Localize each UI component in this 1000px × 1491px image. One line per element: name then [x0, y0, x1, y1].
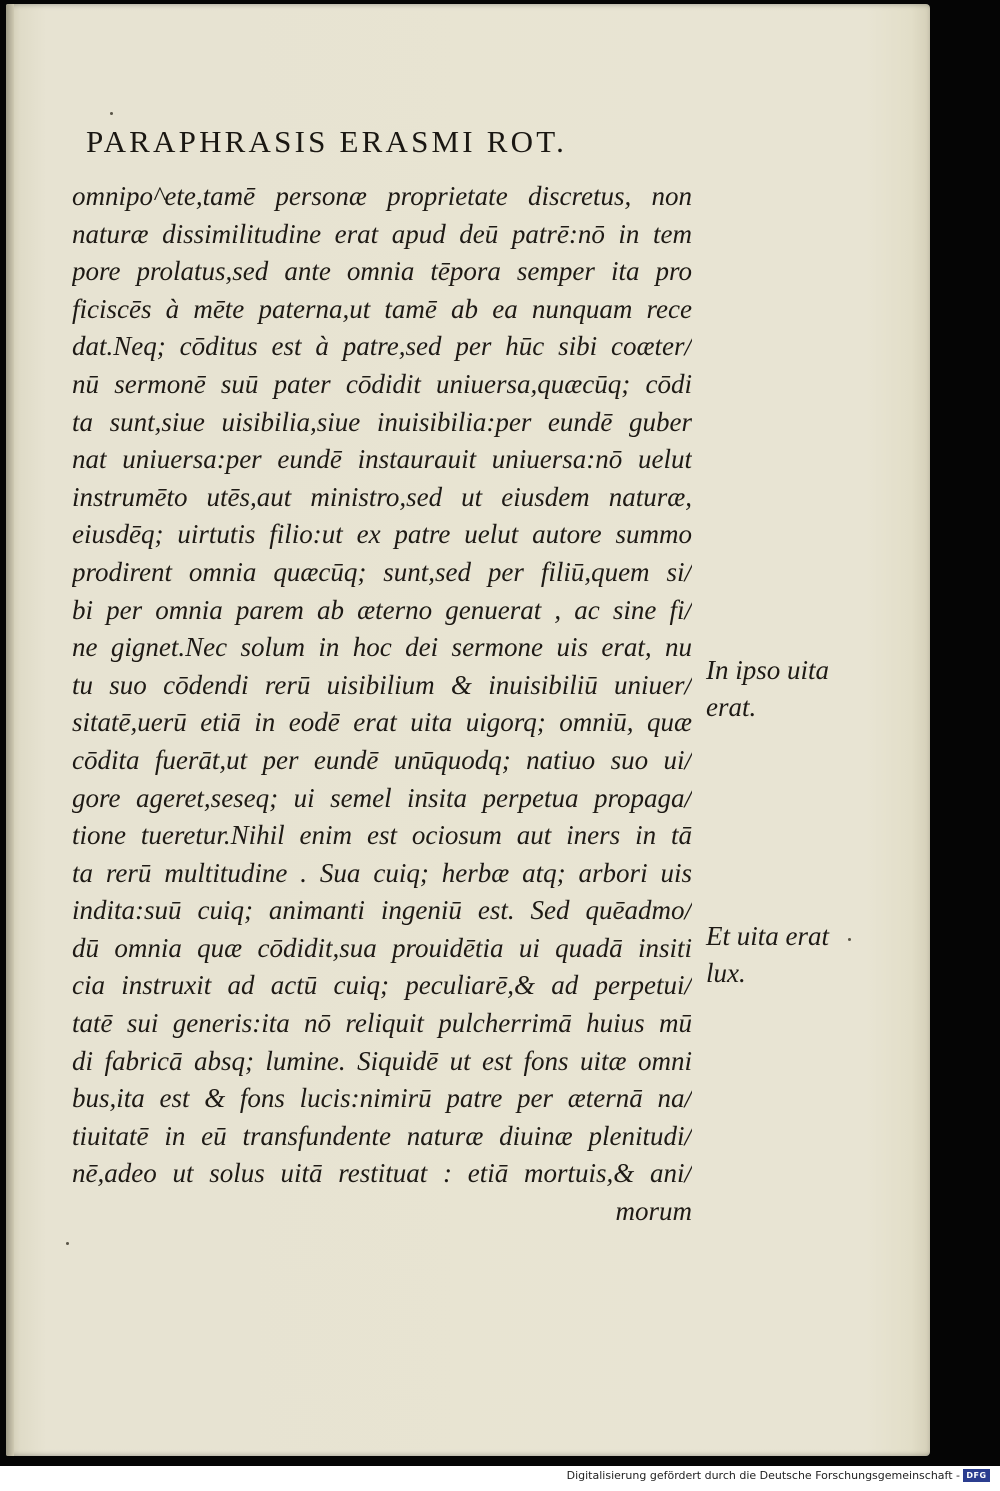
text-line-25: bus,ita est & fons lucis:nimirū patre per æternā na/ — [72, 1083, 692, 1114]
ink-speck — [110, 112, 113, 115]
text-line-22: cia instruxit ad actū cuiq; peculiarē,& ad perpetui/ — [72, 970, 692, 1001]
text-line-13: ne gignet.Nec solum in hoc dei sermone uis erat, nu — [72, 632, 692, 663]
text-line-19: ta rerū multitudine . Sua cuiq; herbæ atq; arbori uis — [72, 857, 692, 888]
marginal-note-line: In ipso uita — [706, 655, 830, 685]
text-line-4: ficiscēs à mēte paterna,ut tamē ab ea nunquam rece — [72, 293, 692, 324]
text-line-3: pore prolatus,sed ante omnia tēpora semper ita pro — [72, 256, 692, 287]
text-line-11: prodirent omnia quæcūq; sunt,sed per filiū,quem si/ — [72, 556, 692, 587]
ink-speck — [848, 938, 851, 941]
text-line-17: gore ageret,seseq; ui semel insita perpetua propaga/ — [72, 782, 692, 813]
text-line-27: nē,adeo ut solus uitā restituat : etiā mortuis,& ani/ — [72, 1158, 692, 1189]
ink-speck — [66, 1242, 69, 1245]
marginal-note-in-ipso-uita — [706, 652, 829, 726]
text-line-18: tione tueretur.Nihil enim est ociosum aut iners in tā — [72, 820, 692, 851]
text-line-14: tu suo cōdendi rerū uisibilium & inuisibiliū uniuer/ — [72, 669, 692, 700]
text-line-10: eiusdēq; uirtutis filio:ut ex patre uelut autore summo — [72, 519, 692, 550]
marginal-note-line: Et uita erat — [706, 921, 829, 951]
dfg-logo: DFG — [963, 1469, 990, 1482]
funding-credit: Digitalisierung gefördert durch die Deutsche Forschungsgemeinschaft - — [566, 1469, 960, 1482]
text-line-24: di fabricā absq; lumine. Siquidē ut est fons uitæ omni — [72, 1045, 692, 1076]
page-gutter-shadow — [6, 4, 14, 1456]
text-line-2: naturæ dissimilitudine erat apud deū patrē:nō in tem — [72, 218, 692, 249]
marginal-note-et-uita-erat-lux — [706, 918, 829, 992]
text-line-12: bi per omnia parem ab æterno genuerat , ac sine fi/ — [72, 594, 692, 625]
text-line-20: indita:suū cuiq; animanti ingeniū est. Sed quēadmo/ — [72, 895, 692, 926]
text-line-16: cōdita fuerāt,ut per eundē unūquodq; natiuo suo ui/ — [72, 744, 692, 775]
running-head: PARAPHRASIS ERASMI ROT. — [86, 124, 568, 159]
marginal-note-line: erat. — [706, 692, 757, 722]
text-line-1: omnipo^ete,tamē personæ proprietate discretus, non — [72, 181, 692, 211]
marginal-note-line: lux. — [706, 958, 746, 988]
text-line-23: tatē sui generis:ita nō reliquit pulcherrimā huius mū — [72, 1008, 692, 1039]
text-line-6: nū sermonē suū pater cōdidit uniuersa,quæcūq; cōdi — [72, 368, 692, 399]
text-line-26: tiuitatē in eū transfundente naturæ diuinæ plenitudi/ — [72, 1120, 692, 1151]
text-line-9: instrumēto utēs,aut ministro,sed ut eiusdem naturæ, — [72, 481, 692, 512]
catchword: morum — [615, 1196, 692, 1227]
text-line-5: dat.Neq; cōditus est à patre,sed per hūc sibi coæter/ — [72, 331, 692, 362]
text-line-8: nat uniuersa:per eundē instaurauit uniuersa:nō uelut — [72, 444, 692, 475]
text-line-7: ta sunt,siue uisibilia,siue inuisibilia:per eundē guber — [72, 406, 692, 437]
text-line-15: sitatē,uerū etiā in eodē erat uita uigorq; omniū, quæ — [72, 707, 692, 738]
body-text — [72, 178, 692, 1231]
text-line-21: dū omnia quæ cōdidit,sua prouidētia ui quadā insiti — [72, 932, 692, 963]
